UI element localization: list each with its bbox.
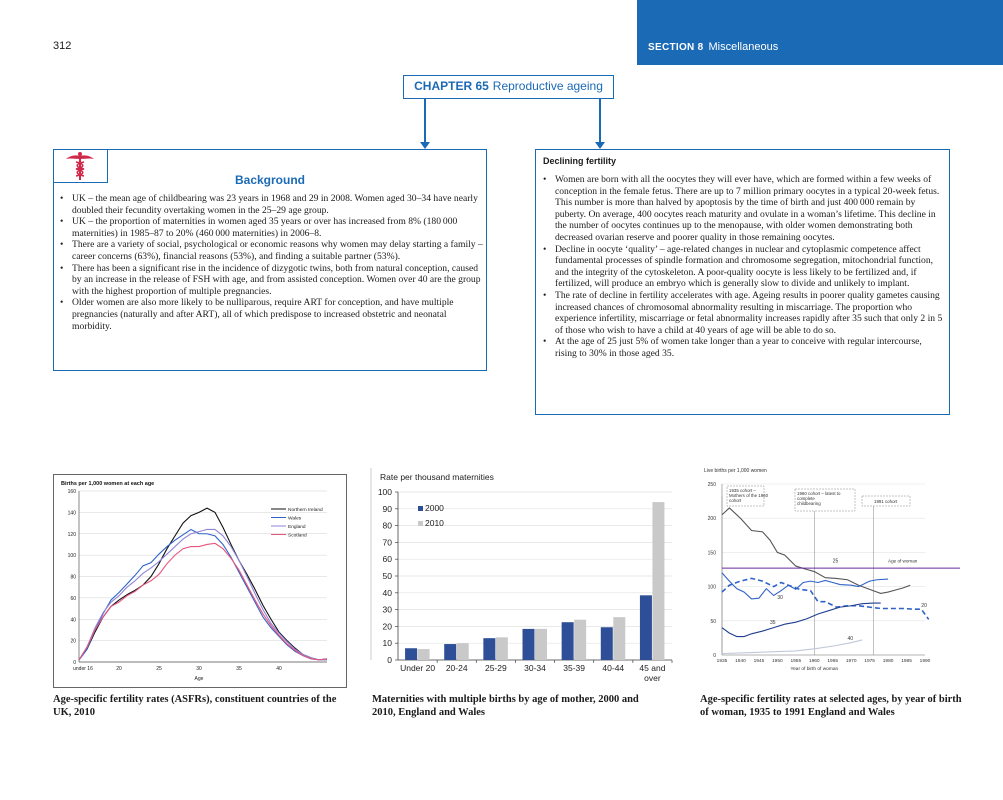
x-axis-label: Age <box>194 676 204 682</box>
series-line-age-25 <box>722 508 910 594</box>
chart-title: Live births per 1,000 women <box>704 468 767 474</box>
x-tick-label: 1935 <box>716 659 728 664</box>
x-tick-label: 1945 <box>753 659 765 664</box>
y-tick-label: 20 <box>70 638 76 645</box>
y-tick-label: 250 <box>707 482 716 488</box>
y-tick-label: 140 <box>67 510 76 517</box>
bar-2000 <box>523 629 535 660</box>
bar-2000 <box>444 644 456 660</box>
bullet-item: • Older women are also more likely to be nulliparous, require ART for conception, and have multiple pregnancies (naturally and after ART), all of which predispose to increased obstetric and neonatal morbidity. <box>60 297 484 332</box>
x-tick-label: 30-34 <box>524 663 546 673</box>
x-tick-label: 1950 <box>772 659 783 664</box>
y-tick-label: 30 <box>382 604 392 615</box>
x-tick-label: 25-29 <box>484 663 507 673</box>
x-tick-label: 20-24 <box>445 663 468 673</box>
bullet-item: • There are a variety of social, psychological or economic reasons why women may delay starting a family – career concerns (63%), financial reasons (53%), and finding a suitable partner (53%). <box>60 239 484 262</box>
y-tick-label: 120 <box>67 531 76 538</box>
x-tick-label: 1975 <box>864 659 875 664</box>
bar-2010 <box>496 637 508 660</box>
legend-swatch <box>418 506 423 511</box>
x-tick-label: 45 and <box>639 663 666 673</box>
x-tick-label: 1985 <box>901 659 912 664</box>
chart3-caption: Age-specific fertility rates at selected ages, by year of birth of woman, 1935 to 1991 England and Wales <box>700 694 962 718</box>
section-title: Miscellaneous <box>708 41 779 53</box>
series-label: 25 <box>832 558 839 565</box>
y-tick-label: 100 <box>377 487 392 497</box>
bar-2000 <box>601 627 613 660</box>
annotation-text: 1991 cohort <box>874 499 898 504</box>
bar-2010 <box>574 620 586 660</box>
series-label: 30 <box>777 594 783 601</box>
y-tick-label: 40 <box>70 617 76 624</box>
background-bullets <box>60 193 484 332</box>
legend-label: Scotland <box>288 533 307 539</box>
bar-2010 <box>535 629 547 660</box>
y-tick-label: 0 <box>387 655 392 665</box>
chapter-title: Reproductive ageing <box>492 79 603 93</box>
series-line-age-40 <box>722 640 862 654</box>
chapter-label: CHAPTER 65 <box>414 79 489 93</box>
x-tick-label: over <box>644 673 661 683</box>
series-label: 35 <box>769 620 776 627</box>
bullet-item: • There has been a significant rise in the incidence of dizygotic twins, both from natural conception, caused by an increase in the release of FSH with age, and from assisted conception. Women over 40 are the group with the highest proportion of multiple pregnancies. <box>60 263 484 298</box>
bullet-item: • At the age of 25 just 5% of women take longer than a year to conceive with regular intercourse, rising to 30% in those aged 35. <box>543 336 945 359</box>
asfr-uk-countries-chart <box>53 474 347 688</box>
y-tick-label: 100 <box>67 553 76 560</box>
bullet-item: • Decline in oocyte ‘quality’ – age-related changes in nuclear and cytoplasmic competence affect fundamental processes of spindle formation and chromosome segregation, mitochondrial function, and the integrity of the cytoskeleton. A poor-quality oocyte is less likely to be fertilized and, if fertilized, will produce an embryo which is generally slow to divide and unlikely to implant. <box>543 244 945 290</box>
legend-label: Wales <box>288 516 302 522</box>
declining-fertility-title: Declining fertility <box>543 156 617 166</box>
connector-arrow <box>420 142 430 149</box>
bullet-item: • UK – the mean age of childbearing was 23 years in 1968 and 29 in 2008. Women aged 30–34 have nearly doubled their fecundity overtaking women in the 25–29 age group. <box>60 193 484 216</box>
annotation-text: complete <box>797 496 815 501</box>
x-tick-label: under 16 <box>73 666 93 672</box>
y-tick-label: 160 <box>67 489 76 495</box>
x-tick-label: 1955 <box>790 659 802 664</box>
x-tick-label: 20 <box>116 666 122 672</box>
annotation-text: childbearing <box>797 501 821 506</box>
y-tick-label: 10 <box>382 638 392 649</box>
x-tick-label: 25 <box>156 666 162 672</box>
y-tick-label: 40 <box>382 587 392 598</box>
annotation-text: Age of woman <box>888 558 918 564</box>
y-tick-label: 100 <box>707 584 716 591</box>
series-label: 20 <box>921 603 927 610</box>
x-tick-label: 1960 <box>808 659 820 664</box>
bar-2010 <box>418 649 430 660</box>
connector-line <box>424 99 426 143</box>
x-tick-label: Under 20 <box>400 663 436 673</box>
chart1-caption: Age-specific fertility rates (ASFRs), constituent countries of the UK, 2010 <box>53 694 337 718</box>
legend-label: 2000 <box>425 503 444 513</box>
declining-fertility-bullets <box>543 174 945 360</box>
annotation-text: cohort <box>729 498 742 503</box>
x-tick-label: 1990 <box>919 659 931 664</box>
background-box <box>53 149 487 371</box>
x-tick-label: 1965 <box>827 659 839 664</box>
bar-2010 <box>613 617 625 660</box>
connector-line <box>599 99 601 143</box>
x-tick-label: 1970 <box>845 659 857 664</box>
bar-2000 <box>483 638 495 660</box>
x-tick-label: 40 <box>276 666 282 672</box>
y-tick-label: 70 <box>382 537 392 548</box>
multiple-births-bar-chart <box>370 468 680 690</box>
chart-title: Rate per thousand maternities <box>380 472 494 482</box>
bullet-item: • Women are born with all the oocytes they will ever have, which are formed within a few weeks of conception in the female fetus. There are up to 7 million primary oocytes in a typical 20-week fetus. This number is more than halved by apoptosis by the time of birth and just 400 000 remain by puberty. On average, 400 oocytes reach maturity and ovulate in a woman’s lifetime. This decline in the number of oocytes continues up to the menopause, with older women demonstrating both decreased ovarian reserve and poorer quality in those remaining oocytes. <box>543 174 945 244</box>
x-tick-label: 1940 <box>735 659 746 664</box>
y-tick-label: 0 <box>713 653 716 659</box>
annotation-text: 1935 cohort – <box>729 488 756 493</box>
y-tick-label: 50 <box>382 571 392 581</box>
bullet-item: • UK – the proportion of maternities in women aged 35 years or over has increased from 8% (180 000 maternities) in 1985–87 to 20% (460 000 maternities) in 2006–8. <box>60 216 484 239</box>
legend-swatch <box>418 521 423 526</box>
y-tick-label: 20 <box>382 621 392 632</box>
bar-2010 <box>652 502 664 660</box>
chart-title: Births per 1,000 women at each age <box>61 481 155 487</box>
bar-2000 <box>405 648 417 660</box>
chart2-caption: Maternities with multiple births by age of mother, 2000 and 2010, England and Wales <box>372 694 639 718</box>
legend-label: Northern Ireland <box>288 507 323 513</box>
annotation-text: Mothers of the 1960 <box>729 493 769 498</box>
bullet-item: • The rate of decline in fertility accelerates with age. Ageing results in poorer quality gametes causing increased chances of chromosomal abnormality resulting in miscarriage. The proportion who experience infertility, miscarriage or fetal abnormality increases rapidly after 35 such that only 2 in 5 of those who wish to have a child at 40 years of age will be able to do so. <box>543 290 945 336</box>
y-tick-label: 50 <box>710 618 716 625</box>
legend-label: 2010 <box>425 518 444 528</box>
x-tick-label: 30 <box>196 666 202 672</box>
legend-label: England <box>288 524 306 530</box>
page-number: 312 <box>53 40 72 52</box>
y-tick-label: 60 <box>70 595 76 602</box>
x-tick-label: 35 <box>236 666 242 672</box>
section-label: SECTION 8 <box>648 42 704 53</box>
bar-2010 <box>457 643 469 660</box>
y-tick-label: 200 <box>707 516 716 523</box>
y-tick-label: 60 <box>382 554 392 565</box>
y-tick-label: 90 <box>382 503 392 514</box>
section-header <box>637 0 1003 65</box>
connector-arrow <box>595 142 605 149</box>
declining-fertility-box <box>535 149 950 415</box>
x-tick-label: 40-44 <box>602 663 625 673</box>
x-tick-label: 1980 <box>882 659 894 664</box>
annotation-text: 1960 cohort – latest to <box>797 491 841 496</box>
asfr-cohort-chart <box>700 465 960 680</box>
x-tick-label: 35-39 <box>563 663 586 673</box>
series-line-age-35 <box>722 603 881 637</box>
y-tick-label: 80 <box>382 520 392 531</box>
y-tick-label: 0 <box>73 660 76 666</box>
bar-2000 <box>640 595 652 660</box>
background-title: Background <box>234 173 305 187</box>
y-tick-label: 80 <box>70 574 76 581</box>
bar-2000 <box>562 622 574 660</box>
chapter-title-box <box>403 75 614 99</box>
series-line-age-30 <box>722 573 888 599</box>
x-axis-label: Year of birth of woman <box>790 667 839 672</box>
series-label: 40 <box>847 635 854 642</box>
y-tick-label: 150 <box>707 550 716 557</box>
